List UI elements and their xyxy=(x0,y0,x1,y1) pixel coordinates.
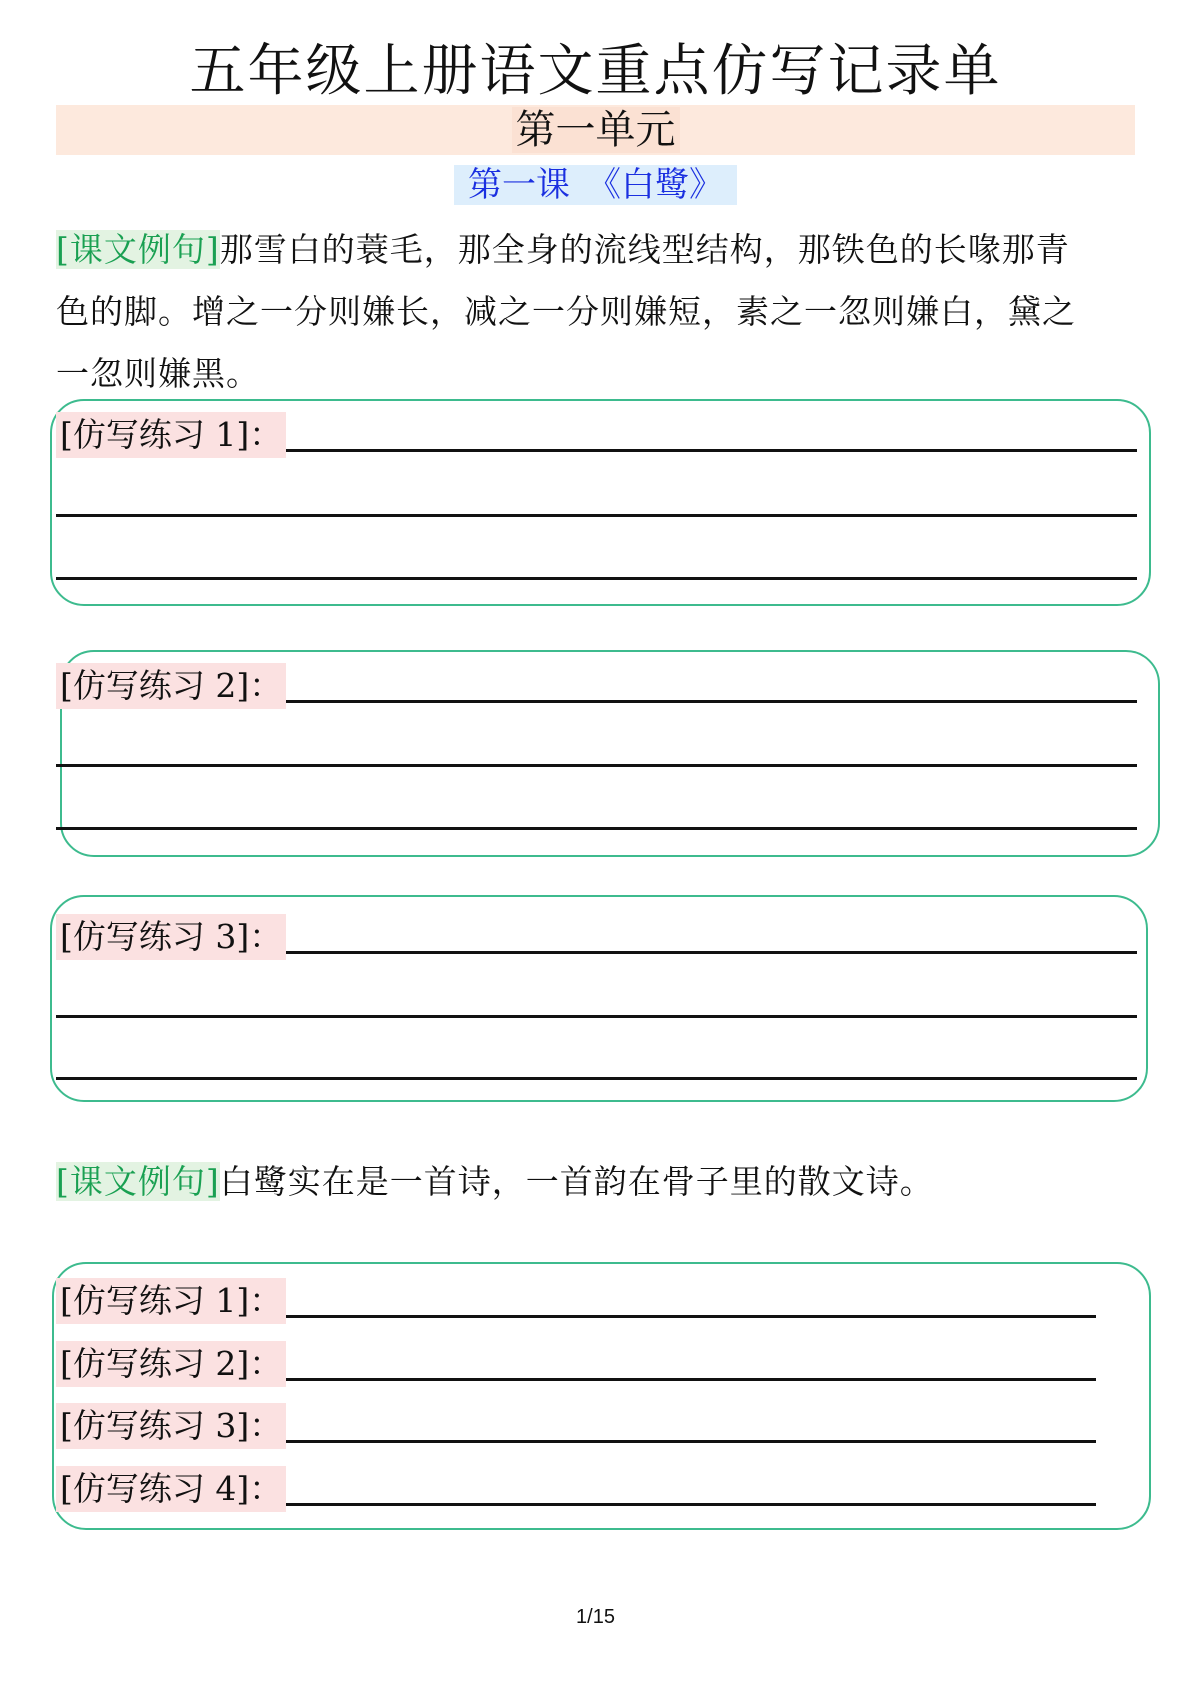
sentence-line: 那雪白的蓑毛，那全身的流线型结构，那铁色的长喙那青 xyxy=(219,230,1070,269)
answer-line[interactable] xyxy=(286,700,1137,703)
lesson-heading xyxy=(0,162,1191,208)
answer-line[interactable] xyxy=(286,449,1137,452)
answer-line[interactable] xyxy=(286,1503,1096,1506)
exercise-label: [仿写练习 3]： xyxy=(56,1403,286,1449)
example-tag: [课文例句] xyxy=(56,230,220,269)
exercise-row xyxy=(56,1278,1096,1324)
exercise-row xyxy=(56,914,1137,960)
exercise-label: [仿写练习 2]： xyxy=(56,663,286,709)
unit-heading xyxy=(0,105,1191,155)
answer-line[interactable] xyxy=(286,1315,1096,1318)
exercise-label: [仿写练习 2]： xyxy=(56,1341,286,1387)
sentence-line: 一忽则嫌黑。 xyxy=(56,354,260,393)
answer-line[interactable] xyxy=(56,577,1137,580)
exercise-label: [仿写练习 1]： xyxy=(56,1278,286,1324)
answer-line[interactable] xyxy=(56,1077,1137,1080)
answer-line[interactable] xyxy=(56,514,1137,517)
page-number: 1/15 xyxy=(576,1606,615,1628)
exercise-label: [仿写练习 1]： xyxy=(56,412,286,458)
answer-line[interactable] xyxy=(286,1378,1096,1381)
sentence-text: 白鹭实在是一首诗，一首韵在骨子里的散文诗。 xyxy=(219,1162,934,1201)
answer-line[interactable] xyxy=(286,951,1137,954)
example-sentence-1 xyxy=(56,219,1146,405)
answer-line[interactable] xyxy=(56,827,1137,830)
example-tag: [课文例句] xyxy=(56,1162,220,1201)
answer-line[interactable] xyxy=(56,1015,1137,1018)
page-title-text: 五年级上册语文重点仿写记录单 xyxy=(186,39,1006,109)
exercise-row xyxy=(56,1341,1096,1387)
lesson-heading-text: 第一课 《白鹭》 xyxy=(454,165,737,205)
exercise-row xyxy=(56,1403,1096,1449)
unit-heading-text: 第一单元 xyxy=(512,107,680,153)
exercise-label: [仿写练习 3]： xyxy=(56,914,286,960)
exercise-row xyxy=(56,412,1137,458)
answer-line[interactable] xyxy=(56,764,1137,767)
sentence-line: 色的脚。增之一分则嫌长，减之一分则嫌短，素之一忽则嫌白，黛之 xyxy=(56,292,1076,331)
exercise-row xyxy=(56,1466,1096,1512)
exercise-row xyxy=(56,663,1137,709)
page-title xyxy=(0,40,1191,104)
example-sentence-2 xyxy=(56,1151,1146,1213)
answer-line[interactable] xyxy=(286,1440,1096,1443)
exercise-label: [仿写练习 4]： xyxy=(56,1466,286,1512)
